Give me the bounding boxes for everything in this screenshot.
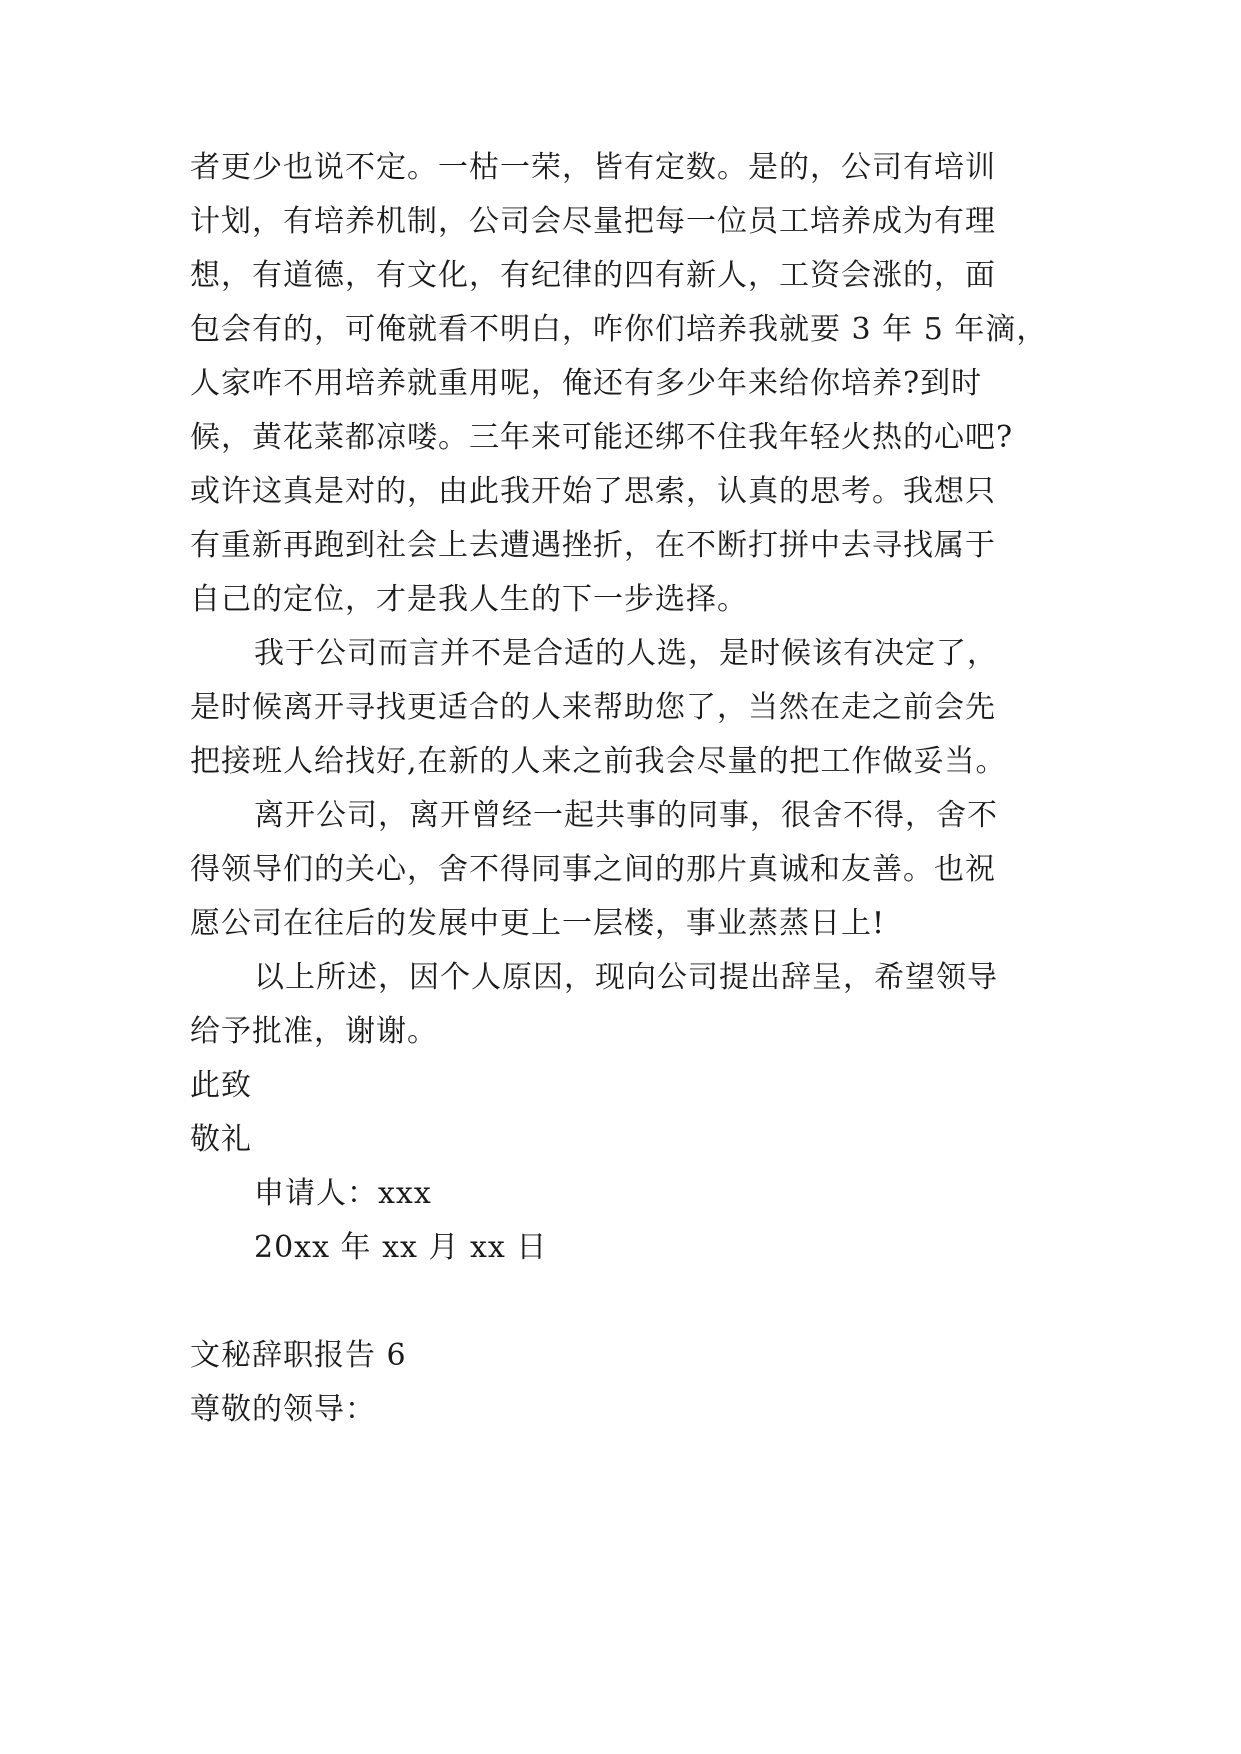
salutation-line: 尊敬的领导： [190,1392,376,1427]
body-text-line: 包会有的，可俺就看不明白，咋你们培养我就要 3 年 5 年滴， [190,312,1048,347]
date-line: 20xx 年 xx 月 xx 日 [254,1230,548,1265]
body-text-line: 候，黄花菜都凉喽。三年来可能还绑不住我年轻火热的心吧? [190,420,1014,455]
body-text-line: 或许这真是对的，由此我开始了思索，认真的思考。我想只 [190,474,996,509]
body-text-line: 计划，有培养机制，公司会尽量把每一位员工培养成为有理 [190,204,996,239]
body-text-line: 把接班人给找好,在新的人来之前我会尽量的把工作做妥当。 [190,744,1007,779]
body-text-line: 者更少也说不定。一枯一荣，皆有定数。是的，公司有培训 [190,150,996,185]
body-text-line: 以上所述，因个人原因，现向公司提出辞呈，希望领导 [254,960,998,995]
body-text-line: 愿公司在往后的发展中更上一层楼，事业蒸蒸日上! [190,906,886,941]
body-text-line: 是时候离开寻找更适合的人来帮助您了，当然在走之前会先 [190,690,996,725]
body-text-line: 我于公司而言并不是合适的人选，是时候该有决定了， [254,636,998,671]
body-text-line: 有重新再跑到社会上去遭遇挫折，在不断打拼中去寻找属于 [190,528,996,563]
body-text-line: 人家咋不用培养就重用呢，俺还有多少年来给你培养?到时 [190,366,983,401]
body-text-line: 离开公司，离开曾经一起共事的同事，很舍不得，舍不 [254,798,998,833]
applicant-line: 申请人：xxx [254,1176,432,1211]
closing-line: 此致 [190,1068,252,1103]
closing-line: 敬礼 [190,1122,252,1157]
body-text-line: 得领导们的关心，舍不得同事之间的那片真诚和友善。也祝 [190,852,996,887]
body-text-line: 给予批准，谢谢。 [190,1014,438,1049]
body-text-line: 想，有道德，有文化，有纪律的四有新人，工资会涨的，面 [190,258,996,293]
section-title: 文秘辞职报告 6 [190,1338,407,1373]
body-text-line: 自己的定位，才是我人生的下一步选择。 [190,582,748,617]
